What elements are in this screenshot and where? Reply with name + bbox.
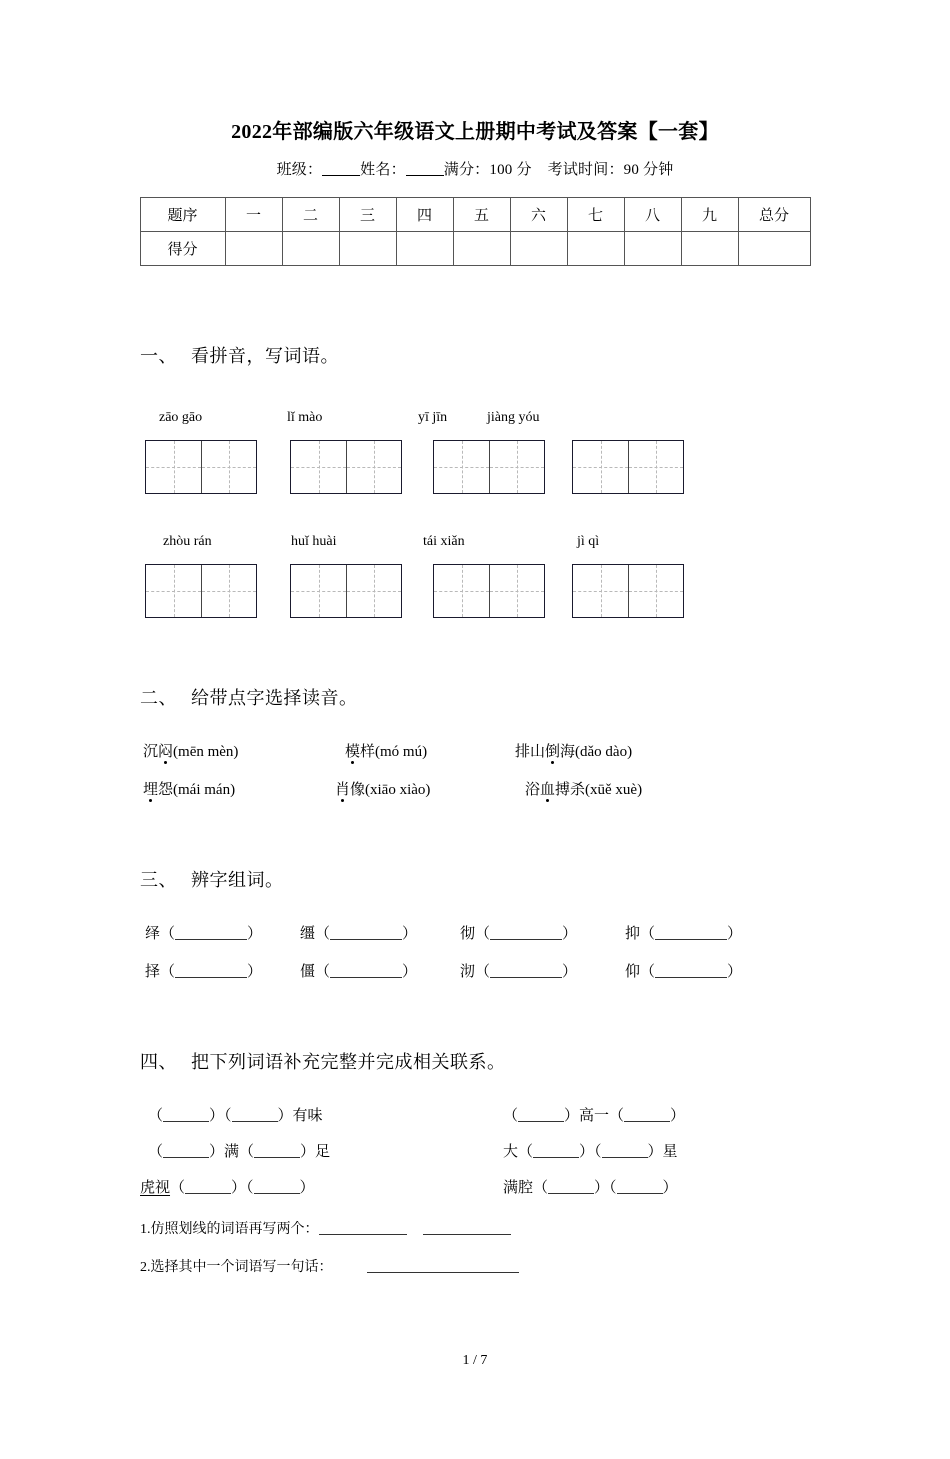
- pinyin-row-1: [145, 410, 950, 432]
- dotted-char-2: 模: [345, 744, 361, 760]
- idiom-blank[interactable]: [518, 1121, 564, 1122]
- idiom-right-2[interactable]: [503, 1140, 678, 1161]
- score-cell-9[interactable]: [681, 232, 738, 266]
- tianzige-cell[interactable]: [346, 565, 401, 617]
- idiom-l2-p2: ）足: [300, 1144, 331, 1160]
- dotted-char-3: 倒: [545, 744, 561, 760]
- subquestion-row-1: [140, 1218, 950, 1246]
- idiom-left-1[interactable]: [148, 1104, 323, 1125]
- tianzige-cell[interactable]: [146, 565, 201, 617]
- tianzige-row-1: [145, 440, 950, 496]
- idiom-r1-p2: ）: [670, 1108, 686, 1124]
- page-title: 2022年部编版六年级语文上册期中考试及答案【一套】: [231, 121, 719, 143]
- bianzi-blank-8[interactable]: [655, 977, 727, 978]
- class-blank[interactable]: [322, 175, 360, 176]
- idiom-blank[interactable]: [602, 1157, 648, 1158]
- score-cell-7[interactable]: [567, 232, 624, 266]
- tianzige-cell[interactable]: [573, 565, 628, 617]
- score-label: 满分：: [443, 162, 490, 178]
- tianzige-cell[interactable]: [291, 565, 346, 617]
- idiom-r3-p0: 满腔（: [503, 1180, 549, 1196]
- bianzi-row-1: [140, 922, 950, 952]
- idiom-r2-p0: 大（: [503, 1144, 534, 1160]
- pinyin-2-3: tái xiǎn: [423, 534, 465, 549]
- topic-cell-7: 七: [567, 198, 624, 232]
- duyin-item-6[interactable]: [525, 778, 642, 799]
- section-heading-2: [140, 684, 950, 710]
- topic-cell-4: 四: [396, 198, 453, 232]
- bianzi-item-3[interactable]: 彻（ ）: [460, 926, 578, 942]
- section-heading-3: [140, 866, 950, 892]
- score-cell-8[interactable]: [624, 232, 681, 266]
- duyin-post-3: 海(dǎo dào): [560, 744, 633, 760]
- tianzige-cell[interactable]: [628, 441, 683, 493]
- duyin-row-1: [140, 740, 950, 770]
- duyin-pre-6: 浴: [525, 782, 541, 798]
- section-title-3: 辨字组词。: [191, 870, 284, 890]
- duyin-item-3[interactable]: [515, 740, 632, 761]
- subquestion-1-blank-b[interactable]: [423, 1234, 511, 1235]
- idiom-blank[interactable]: [548, 1193, 594, 1194]
- idiom-r1-p1: ）高一（: [564, 1108, 625, 1124]
- bianzi-item-2[interactable]: 缰（ ）: [300, 926, 418, 942]
- tianzige-cell[interactable]: [291, 441, 346, 493]
- tianzige-cell[interactable]: [201, 565, 256, 617]
- row-label-score: 得分: [140, 232, 225, 266]
- idiom-r3-p1: ）（: [594, 1180, 617, 1196]
- pinyin-1-3: yī jīn: [418, 410, 448, 425]
- bianzi-char-2: 缰（: [300, 926, 331, 942]
- tianzige-row-2: [145, 564, 950, 620]
- duyin-post-1: (mēn mèn): [173, 744, 239, 760]
- score-table: [140, 197, 811, 266]
- idiom-blank[interactable]: [624, 1121, 670, 1122]
- tianzige-cell[interactable]: [434, 441, 489, 493]
- topic-cell-3: 三: [339, 198, 396, 232]
- row-label-topic: 题序: [140, 198, 225, 232]
- bianzi-item-6[interactable]: 僵（ ）: [300, 964, 418, 980]
- topic-cell-6: 六: [510, 198, 567, 232]
- duyin-post-6: 搏杀(xūě xuè): [555, 782, 643, 798]
- score-cell-4[interactable]: [396, 232, 453, 266]
- tianzige-group-8[interactable]: [572, 564, 684, 618]
- section-index-2: 二、: [140, 688, 177, 708]
- idiom-blank[interactable]: [254, 1157, 300, 1158]
- dotted-char-5: 肖: [335, 782, 351, 798]
- idiom-row-3: [140, 1176, 950, 1206]
- tianzige-cell[interactable]: [489, 441, 544, 493]
- idiom-left-2[interactable]: [148, 1140, 330, 1161]
- idiom-blank[interactable]: [533, 1157, 579, 1158]
- section-heading-4: [140, 1048, 950, 1074]
- idiom-blank[interactable]: [617, 1193, 663, 1194]
- table-row: [140, 198, 810, 232]
- topic-cell-9: 九: [681, 198, 738, 232]
- name-label: 姓名：: [360, 162, 406, 178]
- idiom-r3-p2: ）: [662, 1180, 678, 1196]
- duyin-pre-1: 沉: [143, 744, 159, 760]
- idiom-l1-p1: ）（: [209, 1108, 232, 1124]
- name-blank[interactable]: [406, 175, 444, 176]
- tianzige-group-1[interactable]: [145, 440, 257, 494]
- tianzige-cell[interactable]: [146, 441, 201, 493]
- bianzi-char-3: 彻（: [460, 926, 491, 942]
- tianzige-cell[interactable]: [201, 441, 256, 493]
- duyin-row-2: [140, 778, 950, 808]
- idiom-l2-p1: ）满（: [209, 1144, 255, 1160]
- section-index-3: 三、: [140, 870, 177, 890]
- time-value: 90 分钟: [623, 162, 674, 178]
- idiom-right-1[interactable]: [503, 1104, 685, 1125]
- bianzi-blank-2[interactable]: [330, 939, 402, 940]
- bianzi-char-1: 绎（: [145, 926, 176, 942]
- section-index-1: 一、: [140, 346, 177, 366]
- topic-cell-2: 二: [282, 198, 339, 232]
- bianzi-char-5: 择（: [145, 964, 176, 980]
- score-cell-2[interactable]: [282, 232, 339, 266]
- tianzige-group-6[interactable]: [290, 564, 402, 618]
- tianzige-cell[interactable]: [489, 565, 544, 617]
- bianzi-item-8[interactable]: 仰（ ）: [625, 964, 743, 980]
- bianzi-char-4: 抑（: [625, 926, 656, 942]
- bianzi-item-5[interactable]: 择（ ）: [145, 964, 263, 980]
- tianzige-group-4[interactable]: [572, 440, 684, 494]
- duyin-item-5[interactable]: [335, 778, 430, 799]
- bianzi-char-8: 仰（: [625, 964, 656, 980]
- section-title-2: 给带点字选择读音。: [191, 688, 358, 708]
- dotted-char-6: 血: [540, 782, 556, 798]
- score-table-wrapper: [0, 197, 950, 266]
- bianzi-char-6: 僵（: [300, 964, 331, 980]
- subquestion-2-blank[interactable]: [367, 1272, 519, 1273]
- subquestion-2-number: 2.: [140, 1260, 151, 1275]
- dotted-char-4: 埋: [143, 782, 159, 798]
- pinyin-2-2: huǐ huài: [291, 534, 337, 549]
- pinyin-1-4: jiàng yóu: [487, 410, 540, 425]
- idiom-blank[interactable]: [254, 1193, 300, 1194]
- pinyin-1-1: zāo gāo: [159, 410, 203, 425]
- duyin-pre-3: 排山: [515, 744, 546, 760]
- tianzige-cell[interactable]: [573, 441, 628, 493]
- tianzige-cell[interactable]: [628, 565, 683, 617]
- score-value: 100 分: [489, 162, 532, 178]
- bianzi-blank-6[interactable]: [330, 977, 402, 978]
- score-cell-total[interactable]: [738, 232, 810, 266]
- subquestion-1[interactable]: [140, 1218, 511, 1238]
- subquestion-2[interactable]: [140, 1256, 519, 1276]
- page-footer: 1 / 7: [462, 1353, 488, 1368]
- duyin-item-1[interactable]: [143, 740, 238, 761]
- tianzige-group-3[interactable]: [433, 440, 545, 494]
- idiom-r1-p0: （: [503, 1108, 519, 1124]
- score-cell-6[interactable]: [510, 232, 567, 266]
- bianzi-item-4[interactable]: 抑（ ）: [625, 926, 743, 942]
- bianzi-blank-3[interactable]: [490, 939, 562, 940]
- idiom-r2-p1: ）（: [579, 1144, 602, 1160]
- topic-cell-total: 总分: [738, 198, 810, 232]
- idiom-left-3[interactable]: 虎视（ ）（ ）: [140, 1180, 315, 1196]
- bianzi-item-7[interactable]: 沏（ ）: [460, 964, 578, 980]
- bianzi-blank-7[interactable]: [490, 977, 562, 978]
- bianzi-blank-1[interactable]: [175, 939, 247, 940]
- idiom-row-1: [148, 1104, 950, 1134]
- subquestion-1-text: 仿照划线的词语再写两个：: [150, 1222, 319, 1237]
- duyin-post-5: 像(xiāo xiào): [350, 782, 431, 798]
- pinyin-2-1: zhòu rán: [163, 534, 212, 549]
- section-title-1: 看拼音，写词语。: [191, 346, 339, 366]
- tianzige-group-7[interactable]: [433, 564, 545, 618]
- class-label: 班级：: [276, 162, 323, 178]
- duyin-post-2: 样(mó mú): [360, 744, 428, 760]
- table-row: [140, 232, 810, 266]
- bianzi-row-2: [140, 960, 950, 990]
- idiom-l2-p0: （: [148, 1144, 164, 1160]
- tianzige-cell[interactable]: [434, 565, 489, 617]
- pinyin-2-4: jì qì: [577, 534, 600, 549]
- exam-info-line: [0, 158, 950, 179]
- idiom-l1-p0: （: [148, 1108, 164, 1124]
- bianzi-blank-5[interactable]: [175, 977, 247, 978]
- tianzige-group-2[interactable]: [290, 440, 402, 494]
- idiom-row-2: [148, 1140, 950, 1170]
- section-title-4: 把下列词语补充完整并完成相关联系。: [191, 1052, 506, 1072]
- section-heading-1: [140, 342, 950, 368]
- idiom-r2-p2: ）星: [647, 1144, 678, 1160]
- tianzige-cell[interactable]: [346, 441, 401, 493]
- subquestion-2-text: 选择其中一个词语写一句话：: [150, 1260, 333, 1275]
- subquestion-1-blank-a[interactable]: [319, 1234, 407, 1235]
- idiom-blank[interactable]: [232, 1121, 278, 1122]
- duyin-item-4[interactable]: [143, 778, 235, 799]
- idiom-l1-p2: ）有味: [277, 1108, 323, 1124]
- duyin-post-4: 怨(mái mán): [158, 782, 236, 798]
- exam-page: [0, 115, 950, 1459]
- pinyin-1-2: lǐ mào: [287, 410, 323, 425]
- bianzi-blank-4[interactable]: [655, 939, 727, 940]
- idiom-l3-underlined: 虎视: [140, 1180, 171, 1196]
- topic-cell-8: 八: [624, 198, 681, 232]
- idiom-blank[interactable]: [163, 1121, 209, 1122]
- idiom-blank[interactable]: [163, 1157, 209, 1158]
- bianzi-item-1[interactable]: 绎（ ）: [145, 926, 263, 942]
- topic-cell-5: 五: [453, 198, 510, 232]
- score-cell-3[interactable]: [339, 232, 396, 266]
- score-cell-1[interactable]: [225, 232, 282, 266]
- topic-cell-1: 一: [225, 198, 282, 232]
- idiom-blank[interactable]: [185, 1193, 231, 1194]
- tianzige-group-5[interactable]: [145, 564, 257, 618]
- time-label: 考试时间：: [547, 162, 624, 178]
- score-cell-5[interactable]: [453, 232, 510, 266]
- idiom-right-3[interactable]: [503, 1176, 678, 1197]
- subquestion-row-2: [140, 1256, 950, 1284]
- duyin-item-2[interactable]: [345, 740, 427, 761]
- subquestion-1-number: 1.: [140, 1222, 151, 1237]
- bianzi-char-7: 沏（: [460, 964, 491, 980]
- dotted-char-1: 闷: [158, 744, 174, 760]
- section-index-4: 四、: [140, 1052, 177, 1072]
- pinyin-row-2: [145, 534, 950, 556]
